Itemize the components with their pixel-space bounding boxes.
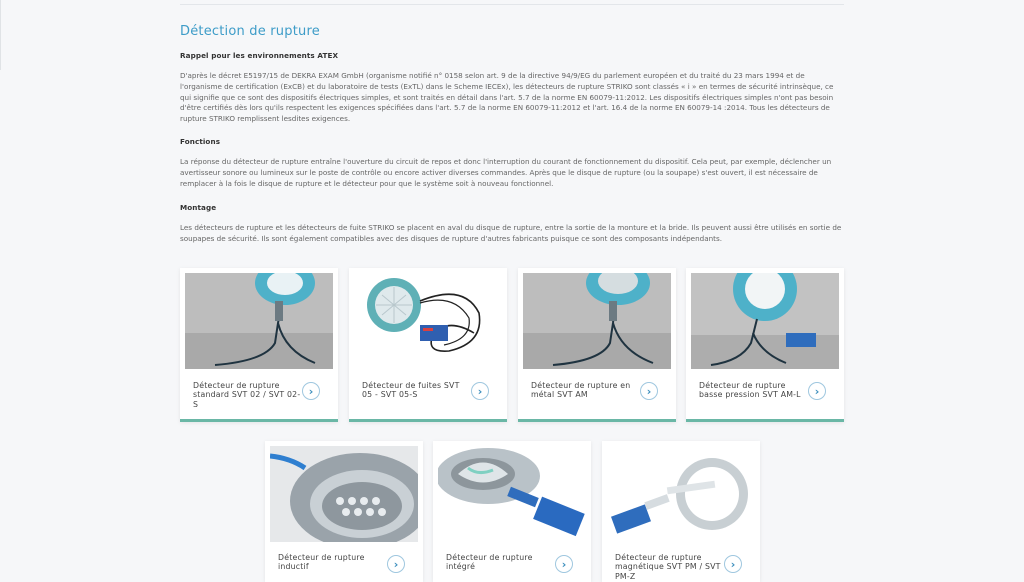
chevron-right-icon[interactable]: › bbox=[808, 382, 826, 400]
product-image-svt-am bbox=[523, 273, 671, 369]
montage-paragraph: Les détecteurs de rupture et les détecteurs de fuite STRIKO se placent en aval du disque de rupture, entre la sortie de la monture et la bride. Ils peuvent aussi être utilisés en sortie de soupapes de sécurité. Ils sont également compatibles avec des disques de rupture d'autres fabricants puisque ce sont des composants indépendants. bbox=[180, 223, 842, 243]
main-content bbox=[180, 24, 844, 243]
card-accent-bar bbox=[686, 419, 844, 422]
product-image-svt05 bbox=[354, 273, 502, 369]
product-card-integre[interactable] bbox=[433, 441, 591, 582]
product-label: Détecteur de fuites SVT 05 - SVT 05-S bbox=[362, 381, 460, 400]
product-card-svt-am-l[interactable] bbox=[686, 268, 844, 422]
product-label: Détecteur de rupture intégré bbox=[446, 553, 533, 572]
product-image-integre bbox=[438, 446, 586, 542]
product-card-svt05[interactable] bbox=[349, 268, 507, 422]
product-image-svt-am-l bbox=[691, 273, 839, 369]
chevron-right-icon[interactable]: › bbox=[302, 382, 320, 400]
chevron-right-icon[interactable]: › bbox=[387, 555, 405, 573]
top-divider bbox=[180, 4, 844, 5]
product-label: Détecteur de rupture magnétique SVT PM / SVT PM-Z bbox=[615, 553, 721, 581]
page-edge-line bbox=[0, 0, 1, 70]
section-title: Détection de rupture bbox=[180, 24, 320, 39]
atex-paragraph: D'après le décret E5197/15 de DEKRA EXAM GmbH (organisme notifié n° 0158 selon art. 9 de la directive 94/9/EG du parlement européen et du traité du 23 mars 1994 et de l'organisme de certification (ExCB) et du laboratoire de tests (ExTL) dans le Scheme IECEx), les détecteurs de rupture STRIKO sont classés « i » en termes de sécurité intrinsèque, ce qui signifie que ce sont des dispositifs électriques simples, et sont traités en détail dans l'art. 5.7 de la norme EN 60079-11:2012. Les dispositifs électriques simples n'ont pas besoin d'être certifiés dès lors qu'ils respectent les exigences spécifiées dans l'art. 5.7 de la norme EN 60079-11:2012 et l'art. 16.4 de la norme EN 60079-14 :2014. Tous les détecteurs de rupture STRIKO remplissent lesdites exigences. bbox=[180, 71, 834, 124]
card-accent-bar bbox=[180, 419, 338, 422]
product-image-inductif bbox=[270, 446, 418, 542]
chevron-right-icon[interactable]: › bbox=[640, 382, 658, 400]
product-card-svt02[interactable] bbox=[180, 268, 338, 422]
card-accent-bar bbox=[349, 419, 507, 422]
fonctions-paragraph: La réponse du détecteur de rupture entraîne l'ouverture du circuit de repos et donc l'interruption du courant de fonctionnement du dispositif. Cela peut, par exemple, déclencher un avertisseur sonore ou lumineux sur le poste de contrôle ou encore activer diverses commandes. Après que le disque de rupture (ou la soupape) s'est ouvert, il est nécessaire de remplacer à la fois le disque de rupture et le détecteur pour que le système soit à nouveau fonctionnel. bbox=[180, 157, 832, 188]
chevron-right-icon[interactable]: › bbox=[555, 555, 573, 573]
product-image-svt02 bbox=[185, 273, 333, 369]
product-label: Détecteur de rupture basse pression SVT AM-L bbox=[699, 381, 801, 400]
product-card-svt-am[interactable] bbox=[518, 268, 676, 422]
product-image-svt-pm bbox=[607, 446, 755, 542]
product-label: Détecteur de rupture standard SVT 02 / SVT 02-S bbox=[193, 381, 301, 409]
montage-heading: Montage bbox=[180, 203, 217, 212]
product-label: Détecteur de rupture inductif bbox=[278, 553, 365, 572]
atex-heading: Rappel pour les environnements ATEX bbox=[180, 51, 339, 60]
product-card-svt-pm[interactable] bbox=[602, 441, 760, 582]
fonctions-heading: Fonctions bbox=[180, 137, 221, 146]
chevron-right-icon[interactable]: › bbox=[471, 382, 489, 400]
product-label: Détecteur de rupture en métal SVT AM bbox=[531, 381, 631, 400]
chevron-right-icon[interactable]: › bbox=[724, 555, 742, 573]
card-accent-bar bbox=[518, 419, 676, 422]
product-card-inductif[interactable] bbox=[265, 441, 423, 582]
